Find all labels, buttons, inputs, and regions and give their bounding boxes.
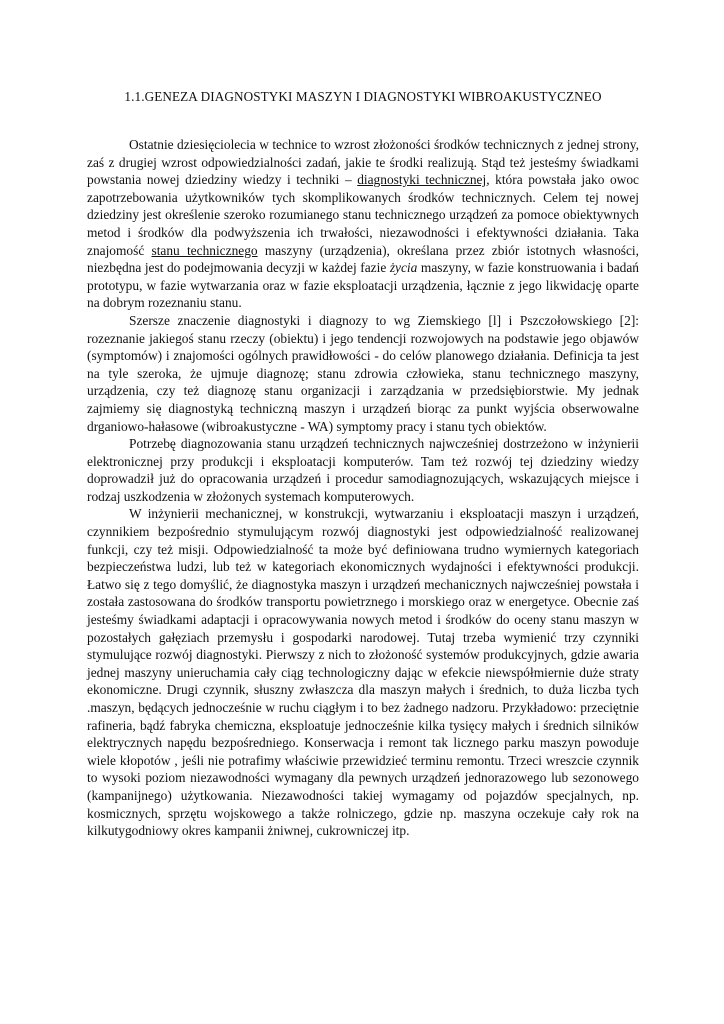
paragraph-1-text-b: , która powstała jako owoc zapotrzebowania użytkowników tych skomplikowanych środków technicznych. Celem tej nowej dziedziny jest określenie szeroko rozumianego stanu technicznego urządzeń za pomoce obiektywnych metod i środków dla podwyższenia ich trwałości, niezawodności i efektywności działania. Taka znajomość xyxy=(87,172,639,258)
document-page xyxy=(87,0,639,1024)
paragraph-2: Szersze znaczenie diagnostyki i diagnozy to wg Ziemskiego [l] i Pszczołowskiego [2]: rozeznanie jakiegoś stanu rzeczy (obiektu) i jego tendencji rozwojowych na podstawie jego objawów (symptomów) i znajomości ogólnych prawidłowości - do celów planowego działania. Definicja ta jest na tyle szeroka, że ujmuje diagnozę; stanu zdrowia człowieka, stanu technicznego maszyny, urządzenia, czy też diagnozę stanu organizacji i zarządzania w przedsiębiorstwie. My jednak zajmiemy się diagnostyką techniczną maszyn i urządzeń biorąc za punkt wyjścia obserwowalne drganiowo-hałasowe (wibroakustyczne - WA) symptomy pracy i stanu tych obiektów. xyxy=(87,312,639,434)
document-body xyxy=(87,136,639,840)
paragraph-1-text-d: maszyny, w fazie konstruowania i badań prototypu, w fazie wytwarzania oraz w fazie eksploatacji urządzenia, łącznie z jego likwidację oparte na dobrym rozeznaniu stanu. xyxy=(87,260,639,311)
paragraph-1-text-c: maszyny (urządzenia), określana przez zbiór istotnych własności, niezbędna jest do podejmowania decyzji w każdej fazie xyxy=(87,242,640,276)
paragraph-1-text-a: Ostatnie dziesięciolecia w technice to wzrost złożoności środków technicznych z jednej strony, zaś z drugiej wzrost odpowiedzialności zadań, jakie te środki realizują. Stąd też jesteśmy świadkami powstania nowej dziedziny wiedzy i techniki – xyxy=(87,137,639,188)
underlined-term-stanu-technicznego: stanu technicznego xyxy=(151,242,258,258)
paragraph-3: Potrzebę diagnozowania stanu urządzeń technicznych najwcześniej dostrzeżono w inżynierii elektronicznej przy produkcji i eksploatacji komputerów. Tam też rozwój tej dziedziny wiedzy doprowadził już do opracowania urządzeń i procedur samodiagnozujących, wskazujących miejsce i rodzaj uszkodzenia w złożonych systemach komputerowych. xyxy=(87,436,639,504)
paragraph-1 xyxy=(87,136,639,312)
italic-term-zycia: życia xyxy=(389,260,418,276)
underlined-term-diagnostyki-technicznej: diagnostyki technicznej xyxy=(357,172,487,188)
paragraph-4: W inżynierii mechanicznej, w konstrukcji, wytwarzaniu i eksploatacji maszyn i urządzeń, czynnikiem bezpośrednio stymulującym rozwój diagnostyki jest odpowiedzialność realizowanej funkcji, czy też misji. Odpowiedzialność ta może być definiowana trudno wymiernych kategoriach bezpieczeństwa ludzi, lub też w kategoriach ekonomicznych wydajności i efektywności produkcji. Łatwo się z tego domyślić, że diagnostyka maszyn i urządzeń mechanicznych najwcześniej powstała i została zastosowana do środków transportu powietrznego i morskiego oraz w energetyce. Obecnie zaś jesteśmy świadkami adaptacji i opracowywania nowych metod i środków do oceny stanu maszyn w pozostałych gałęziach przemysłu i gospodarki narodowej. Tutaj trzeba wymienić trzy czynniki stymulujące rozwój diagnostyki. Pierwszy z nich to złożoność systemów produkcyjnych, gdzie awaria jednej maszyny unieruchamia cały ciąg technologiczny dając w efekcie niewspółmiernie duże straty ekonomiczne. Drugi czynnik, słuszny zwłaszcza dla maszyn małych i średnich, to duża liczba tych .maszyn, będących jednocześnie w ruchu ciągłym i to bez żadnego nadzoru. Przykładowo: przeciętnie rafineria, bądź fabryka chemiczna, eksploatuje jednocześnie kilka tysięcy małych i średnich silników elektrycznych napędu bezpośredniego. Konserwacja i remont tak licznego parku maszyn powoduje wiele kłopotów , jeśli nie potrafimy właściwie przewidzieć terminu remontu. Trzeci wreszcie czynnik to wysoki poziom niezawodności wymagany dla pewnych urządzeń jednorazowego lub sezonowego (kampanijnego) użytkowania. Niezawodności takiej wymagamy od pojazdów specjalnych, np. kosmicznych, sprzętu wojskowego a także rolniczego, gdzie np. maszyna oczekuje cały rok na kilkutygodniowy okres kampanii żniwnej, cukrowniczej itp. xyxy=(87,506,639,839)
section-title: 1.1.GENEZA DIAGNOSTYKI MASZYN I DIAGNOSTYKI WIBROAKUSTYCZNEO xyxy=(124,89,602,104)
